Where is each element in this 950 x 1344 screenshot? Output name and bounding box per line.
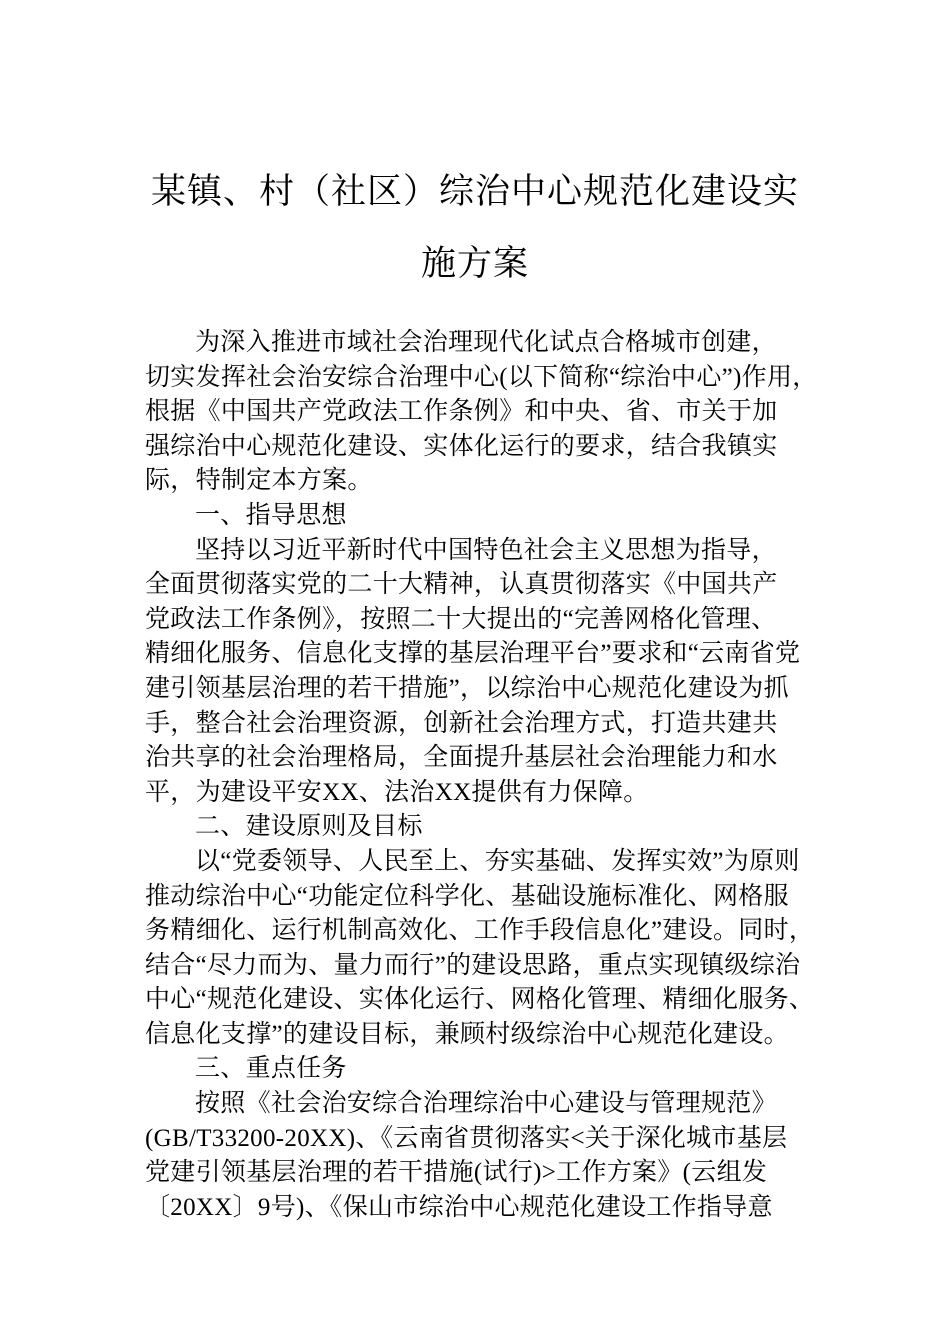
paragraph-line: 强综治中心规范化建设、实体化运行的要求，结合我镇实 — [145, 432, 778, 460]
paragraph-line: 坚持以习近平新时代中国特色社会主义思想为指导， — [195, 536, 777, 564]
section-heading — [145, 499, 835, 534]
heading-text: 三、重点任务 — [195, 1055, 347, 1083]
paragraph-line: 全面贯彻落实党的二十大精神，认真贯彻落实《中国共产 — [145, 571, 778, 599]
paragraph-line: 党政法工作条例》，按照二十大提出的“完善网格化管理、 — [145, 605, 777, 633]
paragraph-line: 切实发挥社会治安综合治理中心(以下简称“综治中心”)作用， — [145, 363, 818, 391]
paragraph — [145, 326, 835, 499]
paragraph — [145, 534, 835, 811]
paragraph-line: 推动综治中心“功能定位科学化、基础设施标准化、网格服 — [145, 882, 789, 910]
paragraph-line: 治共享的社会治理格局，全面提升基层社会治理能力和水 — [145, 744, 778, 772]
document-body — [145, 326, 835, 1225]
document-title-line-2: 施方案 — [420, 244, 529, 283]
paragraph-line: 结合“尽力而为、量力而行”的建设思路，重点实现镇级综治 — [145, 951, 801, 979]
paragraph-line: 〔20XX〕9号)、《保山市综治中心规范化建设工作指导意 — [145, 1193, 773, 1221]
heading-text: 一、指导思想 — [195, 501, 347, 529]
paragraph-line: 建引领基层治理的若干措施”，以综治中心规范化建设为抓 — [145, 674, 789, 702]
paragraph-line: 中心“规范化建设、实体化运行、网格化管理、精细化服务、 — [145, 986, 815, 1014]
paragraph-line: 务精细化、运行机制高效化、工作手段信息化”建设。同时， — [145, 917, 815, 945]
paragraph-line: 根据《中国共产党政法工作条例》和中央、省、市关于加 — [145, 398, 778, 426]
paragraph-line: 际，特制定本方案。 — [145, 467, 373, 495]
paragraph-line: (GB/T33200-20XX)、《云南省贯彻落实<关于深化城市基层 — [145, 1124, 788, 1152]
paragraph — [145, 1087, 835, 1225]
paragraph — [145, 845, 835, 1053]
paragraph-line: 手，整合社会治理资源，创新社会治理方式，打造共建共 — [145, 709, 778, 737]
document-title-line-1: 某镇、村（社区）综治中心规范化建设实 — [150, 172, 799, 211]
heading-text: 二、建设原则及目标 — [195, 813, 423, 841]
paragraph-line: 精细化服务、信息化支撑的基层治理平台”要求和“云南省党 — [145, 640, 801, 668]
paragraph-line: 以“党委领导、人民至上、夯实基础、发挥实效”为原则 — [195, 847, 800, 875]
section-heading — [145, 810, 835, 845]
section-heading — [145, 1052, 835, 1087]
paragraph-line: 信息化支撑”的建设目标，兼顾村级综治中心规范化建设。 — [145, 1020, 789, 1048]
paragraph-line: 为深入推进市域社会治理现代化试点合格城市创建， — [195, 329, 777, 356]
paragraph-line: 平，为建设平安XX、法治XX提供有力保障。 — [145, 778, 649, 806]
paragraph-line: 党建引领基层治理的若干措施(试行)>工作方案》(云组发 — [145, 1159, 768, 1187]
paragraph-line: 按照《社会治安综合治理综治中心建设与管理规范》 — [195, 1090, 777, 1118]
